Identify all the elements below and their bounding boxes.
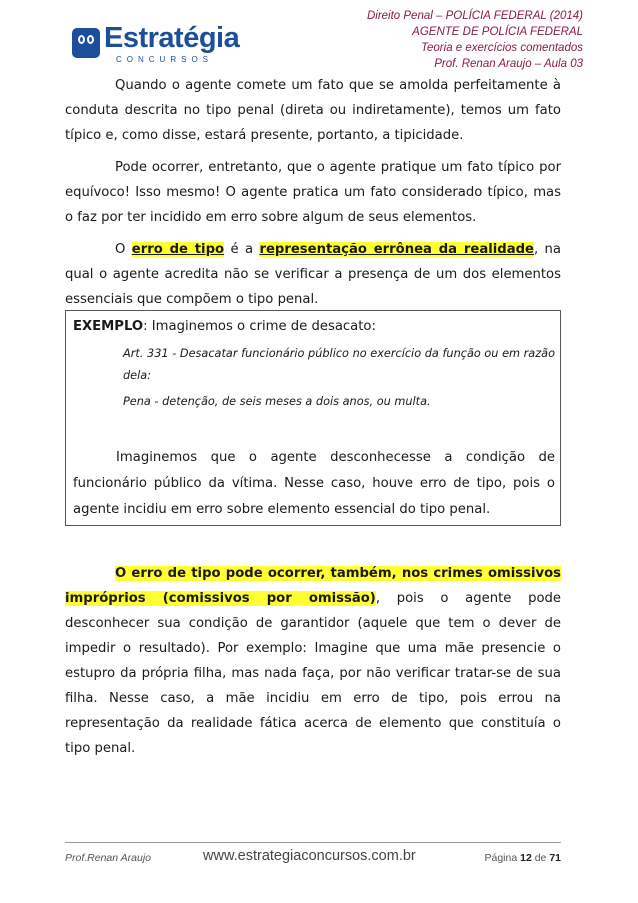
paragraph-2: Pode ocorrer, entretanto, que o agente pratique um fato típico por equívoco! Isso mesmo! O agente pratica um fato considerado típico, mas o faz por ter incidido em erro sobre algum de seus elementos.: [65, 160, 561, 225]
highlight-representacao: representação errônea da realidade: [259, 242, 534, 257]
paragraph-3: [65, 237, 561, 312]
example-box: [65, 310, 561, 526]
main-content: [65, 73, 561, 319]
page-current: 12: [520, 852, 532, 864]
page-total: 71: [549, 852, 561, 864]
example-intro: : Imaginemos o crime de desacato:: [143, 319, 376, 334]
header-position: AGENTE DE POLÍCIA FEDERAL: [412, 26, 583, 38]
example-title: [73, 317, 555, 337]
omissive-section: [65, 561, 561, 768]
footer-page-number: [484, 852, 561, 864]
page-separator: de: [531, 852, 550, 864]
example-label: EXEMPLO: [73, 319, 144, 334]
law-quote-article: Art. 331 - Desacatar funcionário público no exercício da função ou em razão dela:: [123, 347, 555, 382]
owl-icon: [72, 28, 100, 58]
footer-author: Prof.Renan Araujo: [65, 852, 151, 864]
estrategia-logo: [72, 22, 240, 66]
paragraph-1: Quando o agente comete um fato que se amolda perfeitamente à conduta descrita no tipo penal (direta ou indiretamente), temos um fato típico e, como disse, estará presente, portanto, a tipicidade.: [65, 78, 561, 143]
header-professor: Prof. Renan Araujo – Aula 03: [434, 58, 583, 70]
omissive-paragraph: [65, 561, 561, 761]
footer-website: www.estrategiaconcursos.com.br: [203, 848, 416, 864]
document-header: [367, 8, 583, 72]
footer-divider: [65, 842, 561, 843]
example-paragraph: Imaginemos que o agente desconhecesse a condição de funcionário público da vítima. Nesse caso, houve erro de tipo, pois o agente incidiu em erro sobre elemento essencial do tipo penal.: [73, 450, 555, 517]
law-quote-penalty: Pena - detenção, de seis meses a dois anos, ou multa.: [123, 395, 431, 408]
logo-name: Estratégia: [104, 22, 240, 54]
page-prefix: Página: [484, 852, 521, 864]
highlight-erro-de-tipo: erro de tipo: [131, 242, 225, 257]
p3-pre: O: [115, 242, 132, 257]
header-course: Direito Penal – POLÍCIA FEDERAL (2014): [366, 10, 583, 22]
highlight-omissivos: O erro de tipo pode ocorrer, também, nos crimes omissivos impróprios (comissivos por omissão): [65, 566, 561, 606]
omissive-rest: , pois o agente pode desconhecer sua condição de garantidor (aquele que tem o dever de impedir o resultado). Por exemplo: Imagine que uma mãe presencie o estupro da própria filha, mas nada faça, por não verificar tratar-se de sua filha. Nesse caso, a mãe incidiu em erro de tipo, pois errou na representação da realidade fática acerca de elemento que constituía o tipo penal.: [65, 591, 562, 756]
logo-subtitle: CONCURSOS: [116, 55, 214, 64]
p3-mid: é a: [224, 242, 260, 257]
p3-post: , na qual o agente acredita não se verificar a presença de um dos elementos essenciais que compõem o tipo penal.: [65, 242, 562, 307]
header-description: Teoria e exercícios comentados: [421, 42, 583, 54]
